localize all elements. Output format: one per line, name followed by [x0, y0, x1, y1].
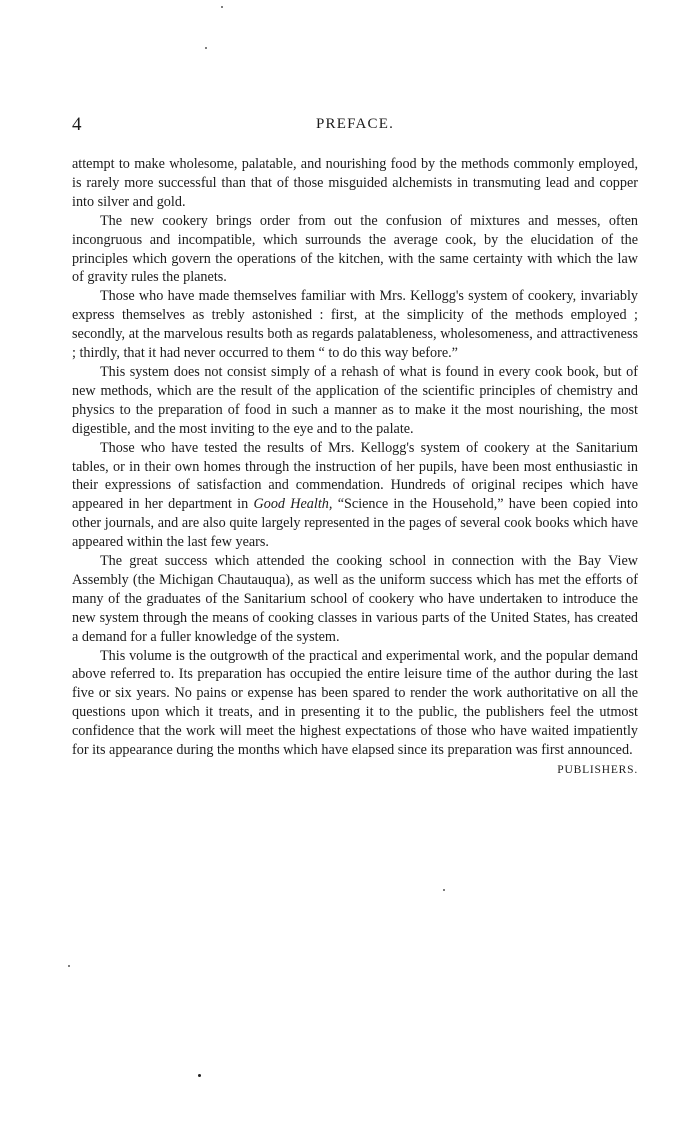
paragraph-text: Those who have tested the results of Mrs. Kellogg's system of cookery at the Sanitarium tables, or in their own homes through the instruction of her pupils, have been most enthusiastic in their expressions of satisfaction and commendation. Hundreds of original recipes which have appeared in her department in — [72, 439, 638, 513]
paragraph: Those who have made themselves familiar with Mrs. Kellogg's system of cookery, invariably express themselves as trebly astonished : first, at the simplicity of the methods employed ; secondly, at the marvelous results both as regards palatableness, wholesomeness, and attractiveness ; thirdly, that it had never occurred to them “ to do this way before.” — [72, 288, 638, 362]
paragraph: attempt to make wholesome, palatable, and nourishing food by the methods commonly employed, is rarely more successful than that of those misguided alchemists in transmuting lead and copper into silver and gold. — [72, 156, 638, 210]
paragraph: The new cookery brings order from out the confusion of mixtures and messes, often incongruous and incompatible, which surrounds the average cook, by the elucidation of the principles which govern the operations of the kitchen, with the same certainty with which the law of gravity rules the planets. — [72, 212, 638, 286]
page-header — [72, 114, 638, 138]
print-speck — [205, 47, 207, 49]
signature: PUBLISHERS. — [557, 764, 638, 776]
preface-body — [72, 155, 638, 780]
paragraph: The great success which attended the cooking school in connection with the Bay View Assembly (the Michigan Chautauqua), as well as the uniform success which has met the efforts of many of the graduates of the Sanitarium school of cookery who have undertaken to introduce the new system through the means of cooking classes in various parts of the United States, has created a demand for a fuller knowledge of the system. — [72, 553, 638, 645]
page-number: 4 — [72, 114, 82, 135]
running-title: PREFACE. — [315, 116, 395, 132]
journal-title: Good Health, — [253, 496, 333, 513]
print-speck — [68, 965, 70, 967]
print-speck — [221, 6, 223, 8]
print-speck — [443, 889, 445, 891]
paragraph-text: This volume is the outgrowth of the practical and experimental work, and the popular demand above referred to. Its preparation has occupied the entire leisure time of the author during the last five or six years. No pains or expense has been spared to render the work authoritative on all the questions upon which it treats, and in presenting it to the public, the publishers feel the utmost confidence that the work will meet the highest expectations of those who have waited impatiently for its appearance during the months which have elapsed since its preparation was first announced. — [72, 647, 638, 759]
print-speck — [198, 1074, 201, 1077]
paragraph — [72, 439, 638, 552]
paragraph: This system does not consist simply of a rehash of what is found in every cook book, but of new methods, which are the result of the application of the scientific principles of chemistry and physics to the preparation of food in such a manner as to make it the most nourishing, the most digestible, and the most inviting to the eye and to the palate. — [72, 363, 638, 437]
paragraph-text: “Science in the Household,” have been copied into other journals, and are also quite largely represented in the pages of several cook books which have appeared within the last few years. — [72, 496, 639, 551]
paragraph — [72, 647, 638, 776]
